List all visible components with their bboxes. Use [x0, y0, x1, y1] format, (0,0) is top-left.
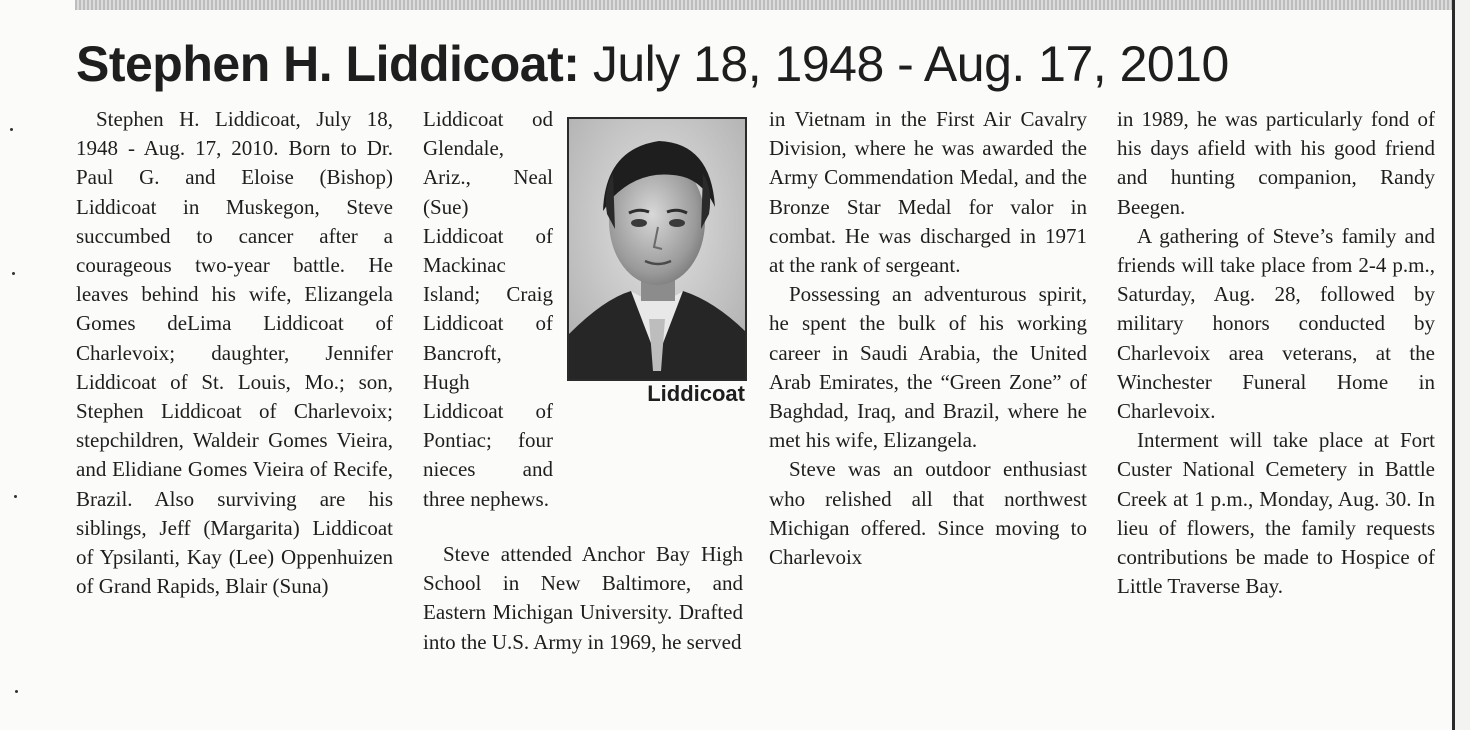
article-column-4 — [1117, 105, 1435, 601]
top-border-band — [75, 0, 1455, 10]
article-paragraph: Stephen H. Liddicoat, July 18, 1948 - Aug. 17, 2010. Born to Dr. Paul G. and Eloise (Bishop) Liddicoat in Muskegon, Steve succumbed to cancer after a courageous two-year battle. He leaves behind his wife, Elizangela Gomes deLima Liddicoat of Charlevoix; daughter, Jennifer Liddicoat of St. Louis, Mo.; son, Stephen Liddicoat of Charlevoix; stepchildren, Waldeir Gomes Vieira, and Elidiane Gomes Vieira of Recife, Brazil. Also surviving are his siblings, Jeff (Margarita) Liddicoat of Ypsilanti, Kay (Lee) Oppenhuizen of Grand Rapids, Blair (Suna) — [76, 107, 393, 599]
article-paragraph: Possessing an adventurous spirit, he spent the bulk of his working career in Saudi Arabia, the United Arab Emirates, the “Green Zone” of Baghdad, Iraq, and Brazil, where he met his wife, Elizangela. — [769, 282, 1087, 453]
article-column-2-narrow — [423, 105, 553, 514]
portrait-image — [569, 119, 745, 379]
article-paragraph-continued: in Vietnam in the First Air Cavalry Division, where he was awarded the Army Commendation Medal, and the Bronze Star Medal for valor in combat. He was discharged in 1971 at the rank of sergeant. — [769, 107, 1087, 278]
scan-margin — [1455, 0, 1470, 730]
headline-dates: July 18, 1948 - Aug. 17, 2010 — [592, 36, 1229, 92]
portrait-photo — [567, 117, 747, 381]
photo-caption: Liddicoat — [647, 381, 745, 406]
obituary-headline — [76, 34, 1229, 94]
article-paragraph-continued: Liddicoat od Glendale, Ariz., Neal (Sue) Liddicoat of Mackinac Island; Craig Liddicoat of Bancroft, Hugh Liddicoat of Pontiac; four nieces and three nephews. — [423, 107, 553, 511]
article-paragraph: A gathering of Steve’s family and friends will take place from 2-4 p.m., Saturday, Aug. 28, followed by military honors conducted by Charlevoix area veterans, at the Winchester Funeral Home in Charlevoix. — [1117, 223, 1435, 424]
article-column-3 — [769, 105, 1087, 572]
article-column-2-lower — [423, 540, 743, 657]
article-paragraph: Steve attended Anchor Bay High School in New Baltimore, and Eastern Michigan University. Drafted into the U.S. Army in 1969, he served — [423, 542, 743, 654]
article-paragraph: Interment will take place at Fort Custer National Cemetery in Battle Creek at 1 p.m., Monday, Aug. 30. In lieu of flowers, the family requests contributions be made to Hospice of Little Traverse Bay. — [1117, 428, 1435, 599]
scan-speck — [15, 690, 18, 693]
scan-speck — [10, 128, 13, 131]
article-column-1 — [76, 105, 393, 601]
scan-speck — [12, 272, 15, 275]
scan-speck — [14, 495, 17, 498]
article-paragraph-continued: in 1989, he was particularly fond of his days afield with his good friend and hunting companion, Randy Beegen. — [1117, 107, 1435, 219]
headline-name: Stephen H. Liddicoat: — [76, 36, 580, 92]
article-paragraph: Steve was an outdoor enthusiast who relished all that northwest Michigan offered. Since moving to Charlevoix — [769, 457, 1087, 570]
